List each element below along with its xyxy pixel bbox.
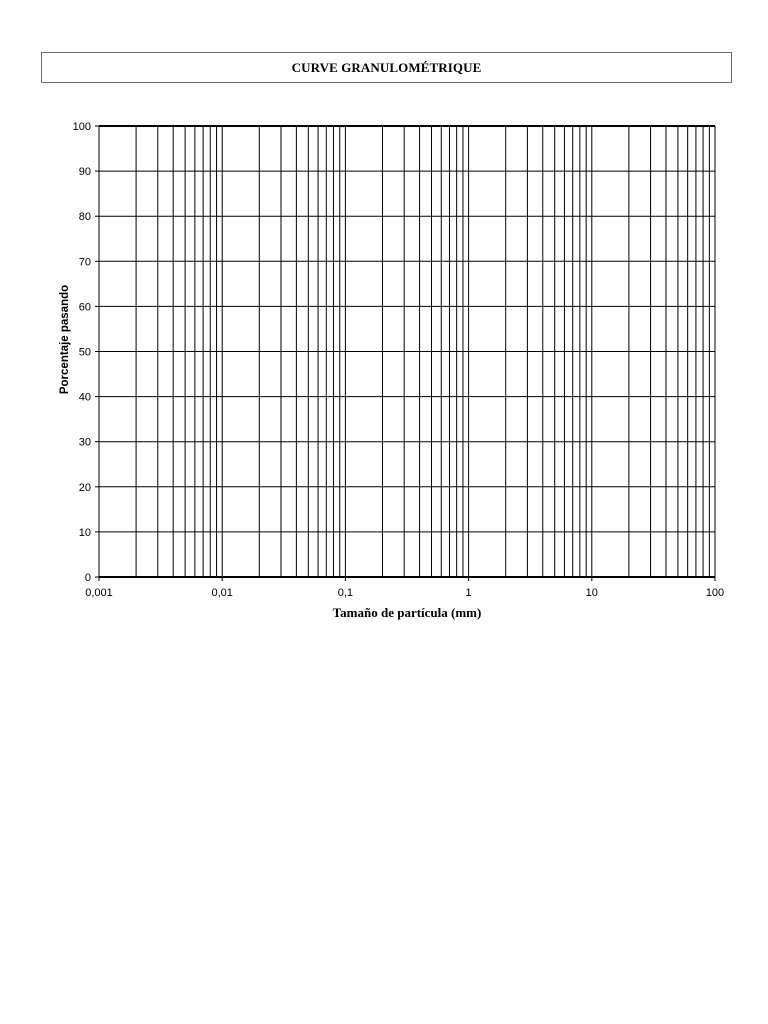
y-tick-label: 50 — [78, 346, 91, 359]
x-tick-label: 1 — [465, 587, 472, 599]
x-tick-label: 0,01 — [211, 587, 233, 599]
y-tick-labels — [73, 121, 99, 584]
y-tick-label: 80 — [78, 211, 91, 224]
x-axis-label: Tamaño de partícula (mm) — [332, 605, 482, 620]
chart-title: CURVE GRANULOMÉTRIQUE — [41, 52, 732, 83]
x-tick-label: 100 — [705, 587, 725, 599]
x-tick-label: 0,1 — [337, 587, 354, 599]
x-tick-label: 10 — [585, 587, 598, 599]
y-tick-label: 90 — [78, 166, 91, 179]
y-gridlines — [99, 126, 715, 577]
y-tick-label: 30 — [78, 436, 91, 449]
y-tick-label: 0 — [84, 572, 91, 584]
x-tick-label: 0,001 — [85, 587, 113, 599]
y-tick-label: 40 — [78, 391, 91, 404]
y-tick-label: 70 — [78, 256, 91, 269]
x-tick-labels — [85, 577, 724, 599]
y-tick-label: 10 — [78, 526, 91, 539]
y-tick-label: 60 — [78, 301, 91, 314]
y-tick-label: 100 — [72, 121, 91, 133]
y-axis-label: Porcentaje pasando — [59, 284, 71, 395]
y-tick-label: 20 — [78, 481, 91, 494]
